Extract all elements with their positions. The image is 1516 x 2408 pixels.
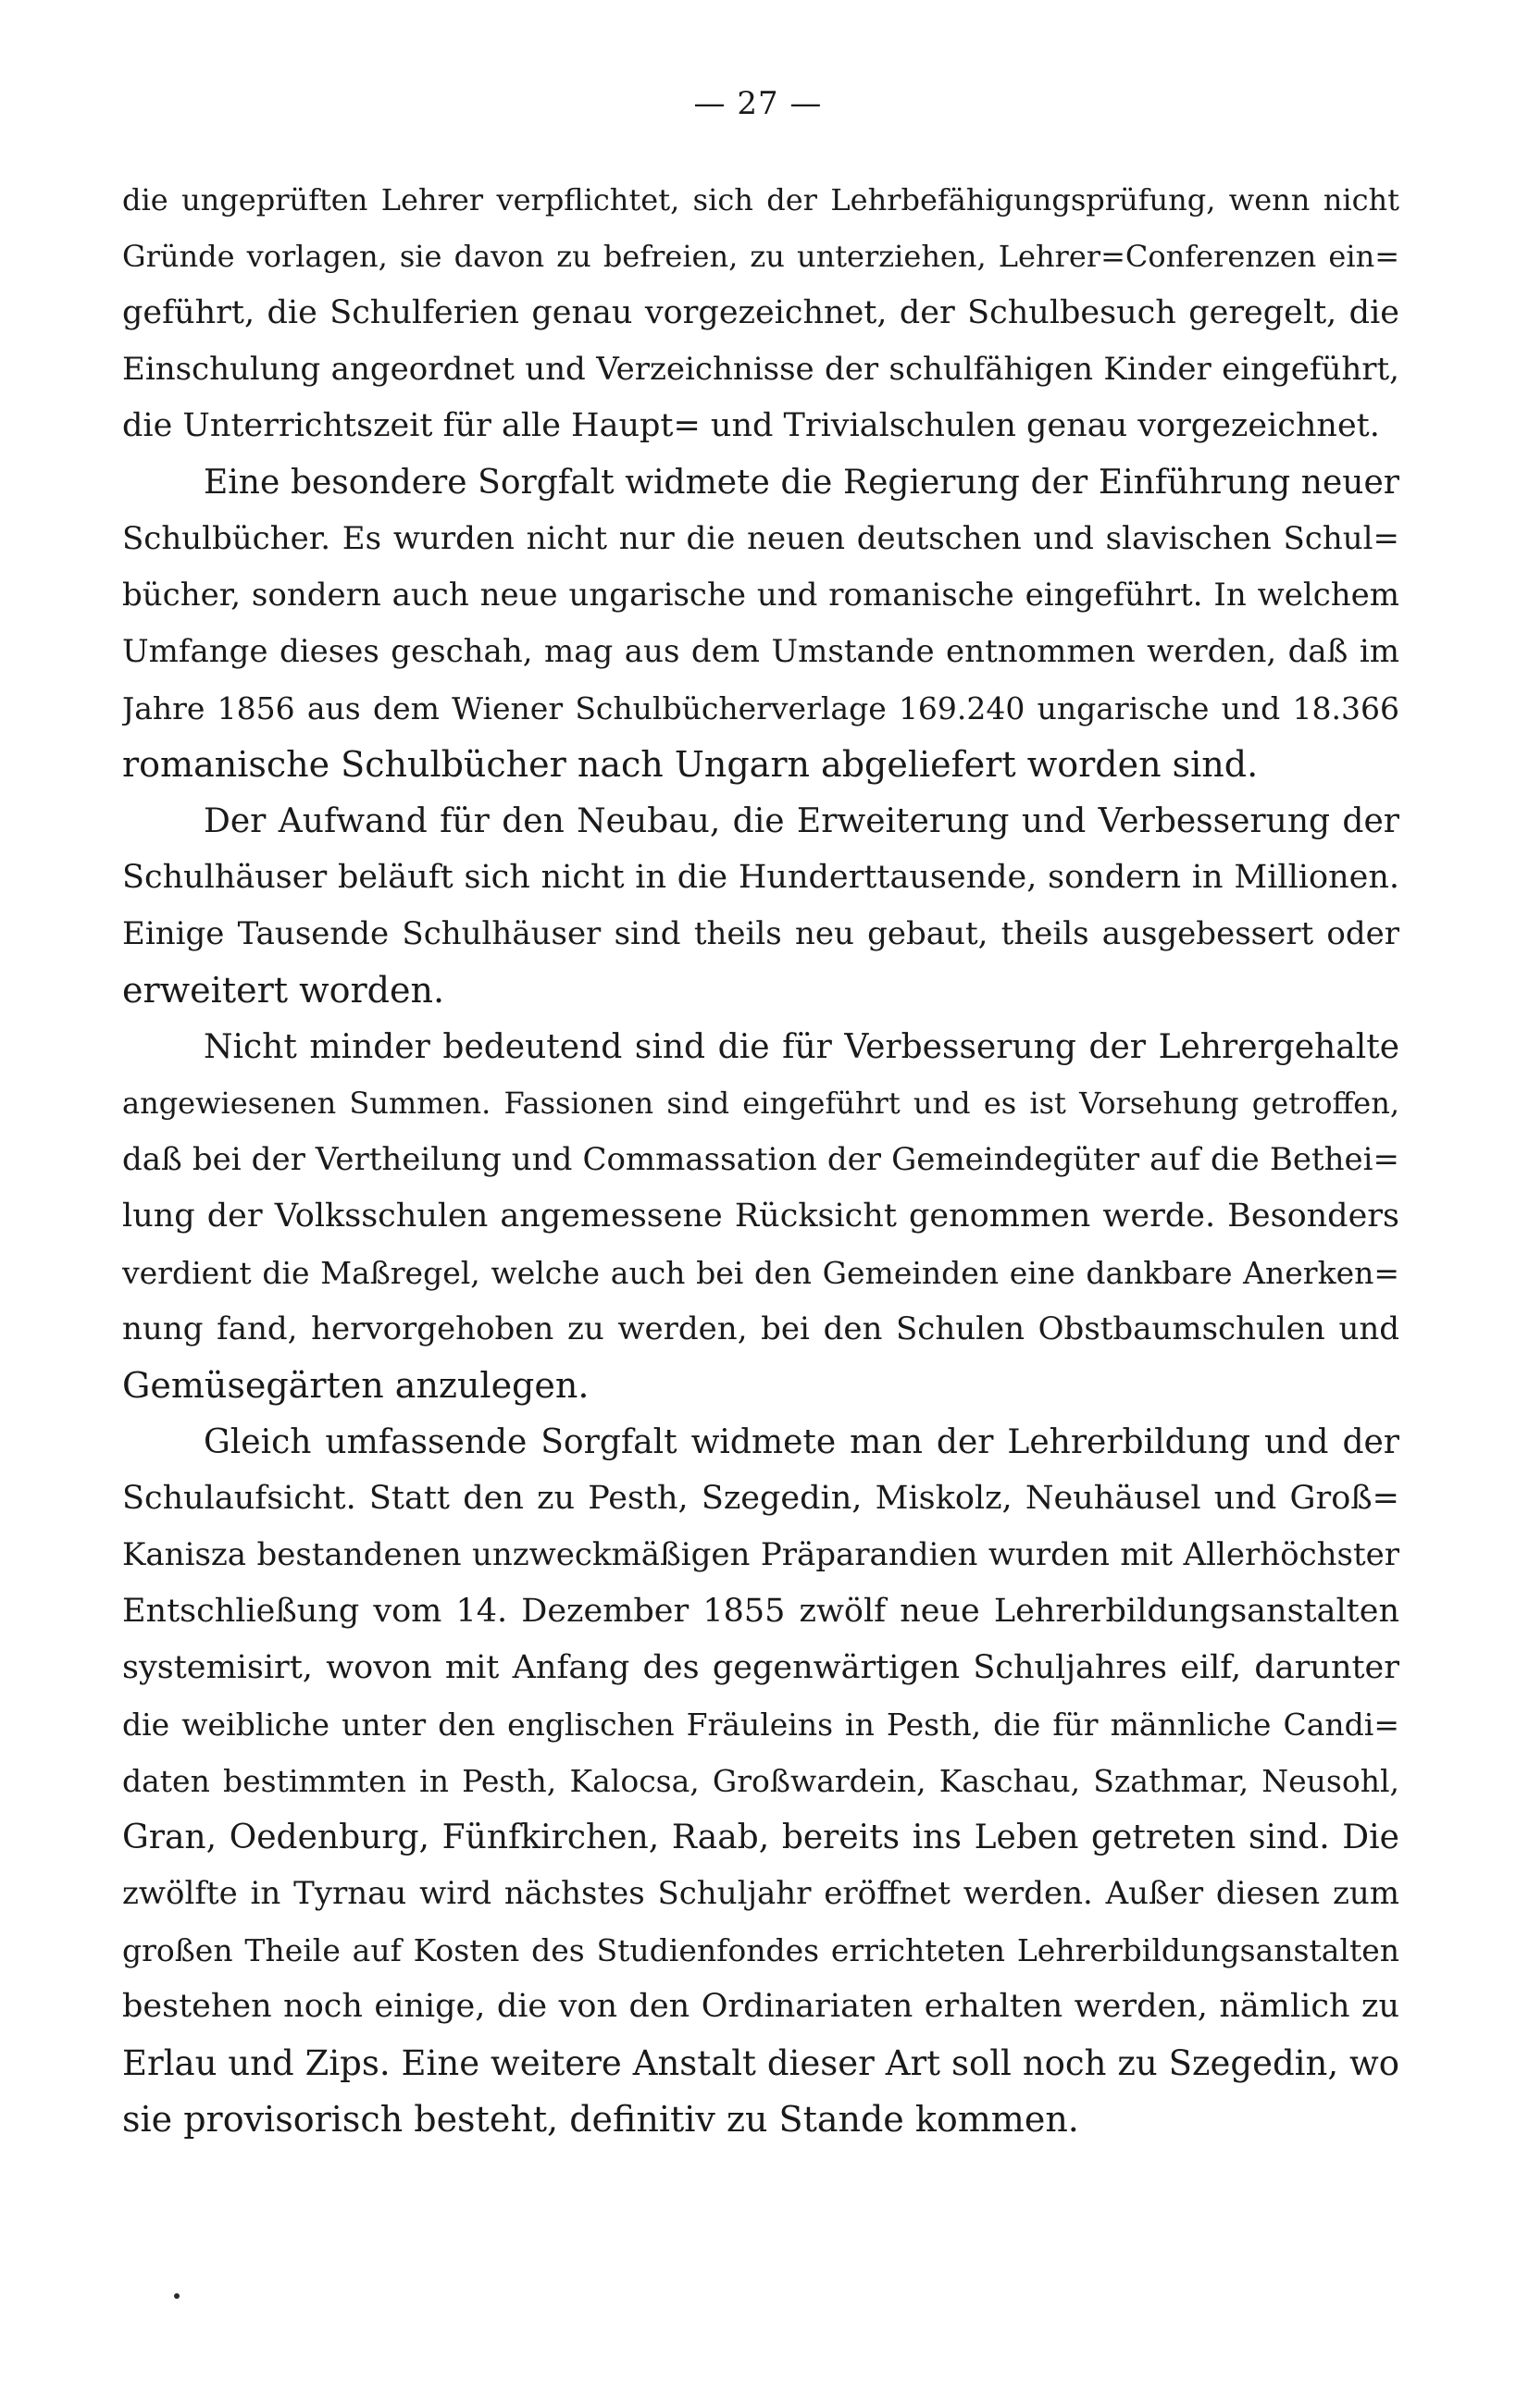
text-line: die ungeprüften Lehrer verpflichtet, sich der Lehrbefähigungsprüfung, wenn nicht	[122, 182, 1399, 217]
text-line: Nicht minder bedeutend sind die für Verbesserung der Lehrergehalte	[204, 1028, 1399, 1066]
text-line: großen Theile auf Kosten des Studienfondes errichteten Lehrerbildungsanstalten	[122, 1932, 1399, 1968]
text-line: zwölfte in Tyrnau wird nächstes Schuljahr eröffnet werden. Außer diesen zum	[122, 1875, 1399, 1912]
text-line: Gründe vorlagen, sie davon zu befreien, zu unterziehen, Lehrer=Conferenzen ein=	[122, 239, 1399, 274]
text-line: Eine besondere Sorgfalt widmete die Regierung der Einführung neuer	[204, 464, 1399, 502]
body-text	[122, 172, 1399, 2148]
text-line: Erlau und Zips. Eine weitere Anstalt dieser Art soll noch zu Szegedin, wo	[122, 2043, 1399, 2083]
text-line: Der Aufwand für den Neubau, die Erweiterung und Verbesserung der	[204, 802, 1399, 840]
text-line: Gleich umfassende Sorgfalt widmete man der Lehrerbildung und der	[204, 1423, 1399, 1461]
text-line: Jahre 1856 aus dem Wiener Schulbücherverlage 169.240 ungarische und 18.366	[122, 690, 1399, 726]
text-line: nung fand, hervorgehoben zu werden, bei den Schulen Obstbaumschulen und	[122, 1310, 1399, 1347]
text-line: angewiesenen Summen. Fassionen sind eingeführt und es ist Vorsehung getroffen,	[122, 1086, 1399, 1121]
text-line: daß bei der Vertheilung und Commassation der Gemeindegüter auf die Bethei=	[122, 1141, 1399, 1178]
text-line: die Unterrichtszeit für alle Haupt= und Trivialschulen genau vorgezeichnet.	[122, 407, 1380, 444]
text-line: erweitert worden.	[122, 970, 445, 1011]
text-line: Schulbücher. Es wurden nicht nur die neuen deutschen und slavischen Schul=	[122, 520, 1399, 557]
text-line: bücher, sondern auch neue ungarische und romanische eingeführt. In welchem	[122, 577, 1399, 614]
text-line: die weibliche unter den englischen Fräuleins in Pesth, die für männliche Candi=	[122, 1707, 1399, 1743]
text-line: verdient die Maßregel, welche auch bei den Gemeinden eine dankbare Anerken=	[122, 1255, 1399, 1291]
text-line: lung der Volksschulen angemessene Rücksicht genommen werde. Besonders	[122, 1198, 1399, 1235]
text-line: Umfange dieses geschah, mag aus dem Umstande entnommen werden, daß im	[122, 633, 1399, 670]
text-line: geführt, die Schulferien genau vorgezeichnet, der Schulbesuch geregelt, die	[122, 294, 1399, 331]
paragraph	[122, 1414, 1399, 2148]
paragraph	[122, 1019, 1399, 1414]
text-line: Kanisza bestandenen unzweckmäßigen Präparandien wurden mit Allerhöchster	[122, 1536, 1399, 1573]
text-line: Gran, Oedenburg, Fünfkirchen, Raab, bereits ins Leben getreten sind. Die	[122, 1818, 1399, 1856]
paragraph	[122, 793, 1399, 1019]
text-line: sie provisorisch besteht, definitiv zu Stande kommen.	[122, 2099, 1079, 2140]
text-line: Entschließung vom 14. Dezember 1855 zwölf neue Lehrerbildungsanstalten	[122, 1593, 1399, 1630]
text-line: daten bestimmten in Pesth, Kalocsa, Großwardein, Kaschau, Szathmar, Neusohl,	[122, 1763, 1399, 1799]
text-line: Schulaufsicht. Statt den zu Pesth, Szegedin, Miskolz, Neuhäusel und Groß=	[122, 1480, 1399, 1517]
paragraph	[122, 454, 1399, 793]
page-number: — 27 —	[693, 85, 823, 122]
text-line: systemisirt, wovon mit Anfang des gegenwärtigen Schuljahres eilf, darunter	[122, 1649, 1399, 1686]
text-line: romanische Schulbücher nach Ungarn abgeliefert worden sind.	[122, 744, 1259, 785]
text-line: Gemüsegärten anzulegen.	[122, 1365, 590, 1406]
text-line: Einschulung angeordnet und Verzeichnisse der schulfähigen Kinder eingeführt,	[122, 351, 1399, 388]
text-line: bestehen noch einige, die von den Ordinariaten erhalten werden, nämlich zu	[122, 1988, 1399, 2025]
text-line: Einige Tausende Schulhäuser sind theils neu gebaut, theils ausgebessert oder	[122, 915, 1399, 952]
ink-speck	[174, 2293, 180, 2299]
paragraph	[122, 172, 1399, 454]
text-line: Schulhäuser beläuft sich nicht in die Hunderttausende, sondern in Millionen.	[122, 859, 1399, 896]
